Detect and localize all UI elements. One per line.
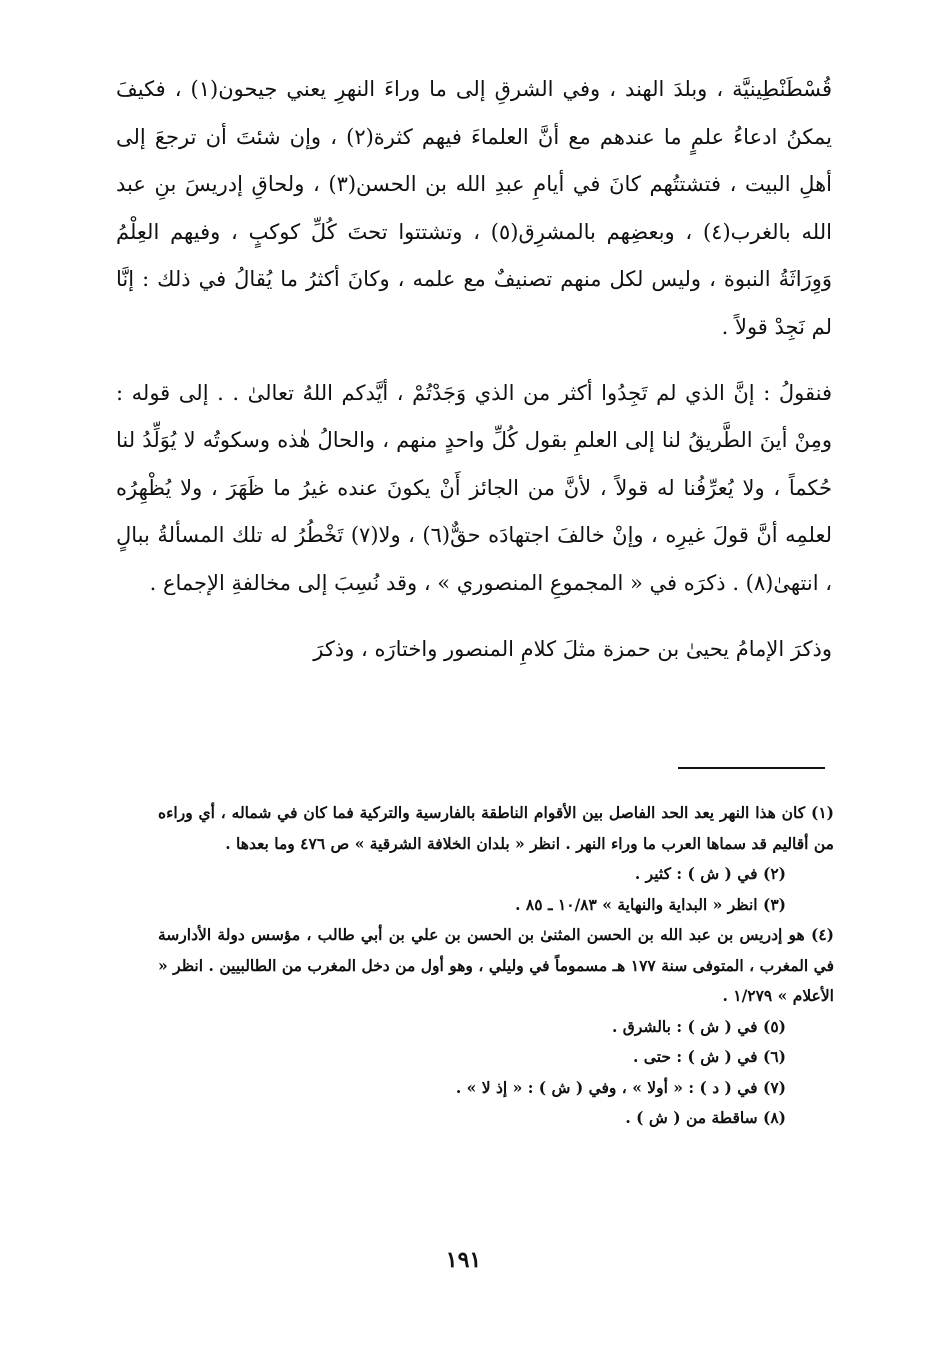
paragraph-3: وذكرَ الإمامُ يحيىٰ بن حمزة مثلَ كلامِ المنصور واختارَه ، وذكرَ xyxy=(313,636,832,661)
main-text xyxy=(116,66,832,673)
footnotes xyxy=(158,798,834,1134)
footnote-6: (٦) في ( ش ) : حتى . xyxy=(633,1047,786,1066)
footnote-1: (١) كان هذا النهر يعد الحد الفاصل بين الأقوام الناطقة بالفارسية والتركية فما كان في شماله ، أي وراءه من أقاليم قد سماها العرب ما وراء النهر . انظر « بلدان الخلافة الشرقية » ص ٤٧٦ وما بعدها . xyxy=(158,803,834,853)
footnote-8: (٨) ساقطة من ( ش ) . xyxy=(625,1108,786,1127)
footnote-7: (٧) في ( د ) : « أولا » ، وفي ( ش ) : « إذ لا » . xyxy=(455,1077,786,1097)
paragraph-1: قُسْطَنْطِينيَّة ، وبلدَ الهند ، وفي الشرقِ إلى ما وراءَ النهرِ يعني جيحون(١) ، فكيفَ يمكنُ ادعاءُ علمٍ ما عندهم مع أنَّ العلماءَ فيهم كثرة(٢) ، وإن شئتَ أن ترجعَ إلى أهلِ البيت ، فتشتتُهم كانَ في أيامِ عبدِ الله بن الحسن(٣) ، ولحاقِ إدريسَ بنِ عبد الله بالغرب(٤) ، وبعضِهم بالمشرِق(٥) ، وتشتتوا تحتَ كُلِّ كوكبٍ ، وفيهم العِلْمُ وَوِرَاثَةُ النبوة ، وليس لكل منهم تصنيفٌ مع علمه ، وكانَ أكثرُ ما يُقالُ في ذلك : إنَّا لم نَجِدْ قولاً . xyxy=(116,77,832,339)
footnote-separator xyxy=(678,767,825,769)
footnote-4: (٤) هو إدريس بن عبد الله بن الحسن المثنىٰ بن الحسن بن علي بن أبي طالب ، مؤسس دولة الأدارسة في المغرب ، المتوفى سنة ١٧٧ هـ مسموماً في وليلي ، وهو أول من دخل المغرب من الطالبيين . انظر « الأعلام » ١/٢٧٩ . xyxy=(158,925,834,1005)
footnote-5: (٥) في ( ش ) : بالشرق . xyxy=(612,1016,786,1036)
footnote-2: (٢) في ( ش ) : كثير . xyxy=(634,864,786,883)
paragraph-2: فنقولُ : إنَّ الذي لم تَجِدُوا أكثر من الذي وَجَدْتُمْ ، أيَّدكم اللهُ تعالىٰ . . إلى قوله : ومِنْ أينَ الطَّريقُ لنا إلى العلمِ بقول كُلِّ واحدٍ منهم ، والحالُ هٰذه وسكوتُه لا يُوَلِّدُ لنا حُكماً ، ولا يُعرِّفُنا له قولاً ، لأنَّ من الجائز أَنْ يكونَ عنده غيرُ ما ظَهَرَ ، ولا يُظْهِرُه لعلمِه أنَّ قولَ غيرِه ، وإنْ خالفَ اجتهادَه حقٌّ(٦) ، ولا(٧) تَخْطُرُ له تلك المسألةُ ببالٍ ، انتهىٰ(٨) . ذكرَه في « المجموعِ المنصوري » ، وقد نُسِبَ إلى مخالفةِ الإجماع . xyxy=(116,380,833,595)
footnote-3: (٣) انظر « البداية والنهاية » ١٠/٨٣ ـ ٨٥ . xyxy=(515,894,786,914)
page-number: ١٩١ xyxy=(445,1247,482,1273)
